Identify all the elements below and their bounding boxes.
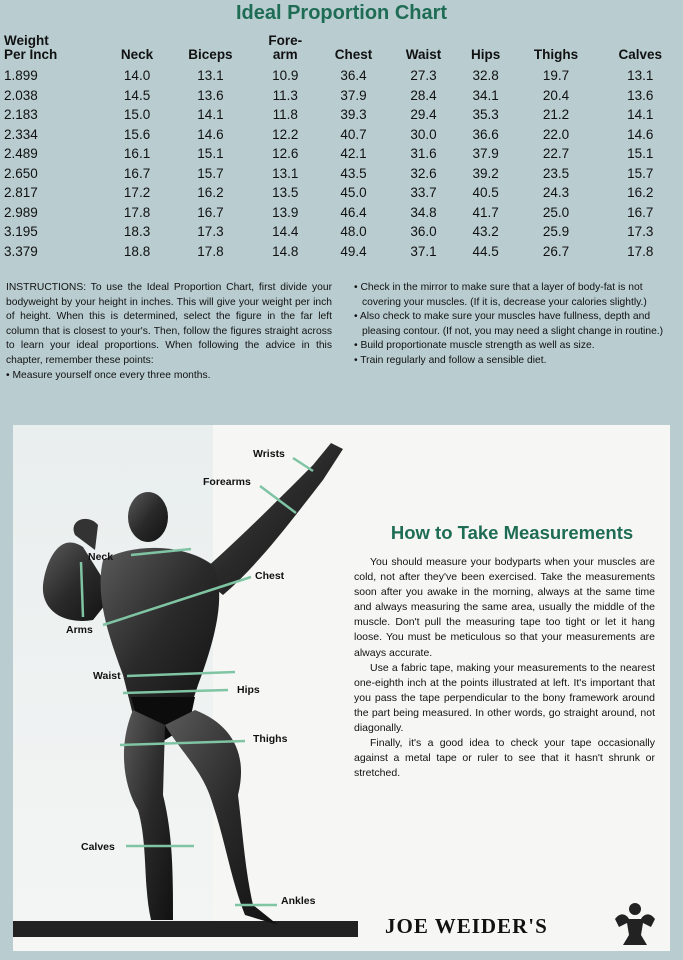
table-cell: 36.6 bbox=[472, 126, 499, 142]
table-cell: 39.3 bbox=[340, 107, 367, 123]
header-hips: Hips bbox=[470, 47, 501, 62]
table-cell: 14.1 bbox=[197, 107, 224, 123]
instruction-bullet: • Also check to make sure your muscles have fullness, depth and pleasing contour. (If not, you may need a slight change in routine.) bbox=[354, 311, 664, 337]
header-calves: Calves bbox=[618, 47, 662, 62]
header-biceps: Biceps bbox=[188, 47, 233, 62]
table-cell: 23.5 bbox=[542, 165, 570, 181]
instructions-paragraph: INSTRUCTIONS: To use the Ideal Proportion Chart, first divide your bodyweight by your height in inches. This will give your weight per inch of height. When this is determined, select the figure in the far left column that is closest to your's. Then, follow the figures straight across to learn your ideal proportions. When following the advice in this chapter, remember these points: bbox=[6, 282, 332, 366]
table-cell: 36.0 bbox=[410, 224, 437, 240]
table-cell: 35.3 bbox=[472, 107, 499, 123]
table-row bbox=[4, 66, 682, 86]
label-waist: Waist bbox=[93, 670, 121, 682]
table-cell: 18.3 bbox=[123, 224, 151, 240]
table-cell: 37.9 bbox=[472, 146, 499, 162]
table-cell: 3.195 bbox=[4, 224, 38, 240]
table-cell: 19.7 bbox=[542, 68, 570, 84]
table-cell: 17.2 bbox=[123, 185, 151, 201]
table-cell: 12.2 bbox=[272, 126, 299, 142]
table-cell: 14.6 bbox=[627, 126, 654, 142]
howto-body bbox=[354, 555, 655, 781]
label-chest: Chest bbox=[255, 570, 285, 582]
table-cell: 43.5 bbox=[340, 165, 367, 181]
table-cell: 16.2 bbox=[627, 185, 654, 201]
page-title: Ideal Proportion Chart bbox=[235, 2, 448, 24]
table-cell: 14.0 bbox=[123, 68, 151, 84]
table-row bbox=[4, 242, 682, 262]
table-row bbox=[4, 203, 682, 223]
table-cell: 16.2 bbox=[197, 185, 224, 201]
table-cell: 40.7 bbox=[340, 126, 367, 142]
table-cell: 34.1 bbox=[472, 87, 499, 103]
brand-name: JOE WEIDER'S bbox=[385, 914, 548, 938]
header-chest: Chest bbox=[334, 47, 373, 62]
table-body bbox=[4, 66, 682, 261]
table-cell: 41.7 bbox=[472, 204, 499, 220]
table-cell: 44.5 bbox=[472, 243, 499, 259]
table-cell: 17.8 bbox=[123, 204, 151, 220]
table-cell: 14.4 bbox=[272, 224, 299, 240]
table-cell: 13.6 bbox=[627, 87, 654, 103]
table-cell: 30.0 bbox=[410, 126, 437, 142]
label-arms: Arms bbox=[66, 624, 93, 636]
instruction-bullet: • Build proportionate muscle strength as well as size. bbox=[354, 340, 595, 352]
header-weight-per-inch: Weight Per Inch bbox=[4, 33, 58, 62]
table-cell: 32.6 bbox=[410, 165, 437, 181]
label-hips: Hips bbox=[237, 684, 260, 696]
table-cell: 2.334 bbox=[4, 126, 38, 142]
table-cell: 16.7 bbox=[123, 165, 151, 181]
label-neck: Neck bbox=[88, 551, 114, 563]
table-cell: 42.1 bbox=[340, 146, 367, 162]
table-cell: 14.1 bbox=[627, 107, 654, 123]
table-cell: 15.6 bbox=[123, 126, 151, 142]
table-cell: 12.6 bbox=[272, 146, 299, 162]
header-neck: Neck bbox=[120, 47, 154, 62]
table-row bbox=[4, 144, 682, 164]
label-thighs: Thighs bbox=[253, 733, 288, 745]
instruction-bullet: • Train regularly and follow a sensible diet. bbox=[354, 354, 547, 366]
table-cell: 48.0 bbox=[340, 224, 367, 240]
label-forearms: Forearms bbox=[203, 476, 251, 488]
howto-title: How to Take Measurements bbox=[390, 522, 634, 543]
table-cell: 43.2 bbox=[472, 224, 499, 240]
head bbox=[128, 492, 168, 542]
table-cell: 40.5 bbox=[472, 185, 499, 201]
table-cell: 2.489 bbox=[4, 146, 38, 162]
table-cell: 29.4 bbox=[410, 107, 437, 123]
table-cell: 11.8 bbox=[272, 107, 298, 123]
table-row bbox=[4, 105, 682, 125]
table-header-row bbox=[4, 34, 682, 66]
table-cell: 1.899 bbox=[4, 68, 38, 84]
table-row bbox=[4, 183, 682, 203]
table-cell: 13.9 bbox=[272, 204, 299, 220]
table-cell: 21.2 bbox=[542, 107, 570, 123]
table-cell: 49.4 bbox=[340, 243, 367, 259]
table-cell: 3.379 bbox=[4, 243, 38, 259]
howto-paragraph: You should measure your bodyparts when your muscles are cold, not after they've been exercised. Take the measurements soon after you awake in the morning, always at the same time and always measuring the same area, usually the middle of the muscle. Don't pull the measuring tape too tight or let it hang loose. You must be meticulous so that your measurements are always accurate. bbox=[354, 556, 655, 659]
table-cell: 2.650 bbox=[4, 165, 38, 181]
table-row bbox=[4, 164, 682, 184]
table-cell: 32.8 bbox=[472, 68, 499, 84]
table-cell: 25.0 bbox=[542, 204, 570, 220]
table-cell: 27.3 bbox=[410, 68, 437, 84]
table-cell: 17.3 bbox=[197, 224, 224, 240]
table-cell: 2.038 bbox=[4, 87, 38, 103]
header-thighs: Thighs bbox=[533, 47, 579, 62]
table-cell: 13.1 bbox=[627, 68, 654, 84]
table-cell: 45.0 bbox=[340, 185, 367, 201]
bodybuilder-figure bbox=[13, 425, 373, 951]
table-cell: 17.8 bbox=[197, 243, 224, 259]
instruction-bullet: • Check in the mirror to make sure that a layer of body-fat is not covering your muscles. (If it is, decrease your calories slightly.) bbox=[354, 282, 647, 308]
table-cell: 13.6 bbox=[197, 87, 224, 103]
table-cell: 14.5 bbox=[123, 87, 151, 103]
table-cell: 46.4 bbox=[340, 204, 367, 220]
table-cell: 37.9 bbox=[340, 87, 367, 103]
label-wrists: Wrists bbox=[253, 448, 285, 460]
table-cell: 16.7 bbox=[627, 204, 654, 220]
table-cell: 17.8 bbox=[627, 243, 654, 259]
measurement-panel bbox=[13, 425, 670, 951]
table-row bbox=[4, 222, 682, 242]
table-cell: 22.7 bbox=[542, 146, 570, 162]
instruction-bullet: • Measure yourself once every three months. bbox=[6, 369, 211, 381]
table-cell: 22.0 bbox=[542, 126, 570, 142]
table-cell: 11.3 bbox=[272, 87, 298, 103]
table-cell: 25.9 bbox=[542, 224, 570, 240]
instructions-left bbox=[6, 281, 332, 383]
table-cell: 16.1 bbox=[123, 146, 151, 162]
instructions-right bbox=[354, 281, 680, 369]
table-cell: 10.9 bbox=[272, 68, 299, 84]
table-cell: 39.2 bbox=[472, 165, 499, 181]
floor-shadow bbox=[13, 921, 358, 937]
left-leg bbox=[124, 710, 173, 920]
table-cell: 15.7 bbox=[197, 165, 224, 181]
table-row bbox=[4, 86, 682, 106]
table-cell: 2.989 bbox=[4, 204, 38, 220]
table-cell: 34.8 bbox=[410, 204, 437, 220]
table-cell: 28.4 bbox=[410, 87, 437, 103]
table-cell: 18.8 bbox=[123, 243, 151, 259]
table-cell: 14.6 bbox=[197, 126, 224, 142]
table-cell: 37.1 bbox=[410, 243, 437, 259]
table-cell: 36.4 bbox=[340, 68, 367, 84]
table-cell: 13.1 bbox=[197, 68, 224, 84]
table-cell: 14.8 bbox=[272, 243, 299, 259]
table-cell: 24.3 bbox=[542, 185, 570, 201]
table-cell: 16.7 bbox=[197, 204, 224, 220]
label-ankles: Ankles bbox=[281, 895, 316, 907]
table-cell: 15.1 bbox=[627, 146, 654, 162]
table-cell: 15.7 bbox=[627, 165, 654, 181]
table-cell: 2.183 bbox=[4, 107, 38, 123]
table-cell: 20.4 bbox=[542, 87, 570, 103]
table-cell: 33.7 bbox=[410, 185, 437, 201]
table-cell: 17.3 bbox=[627, 224, 654, 240]
proportion-table bbox=[4, 34, 682, 261]
header-forearm: Fore- arm bbox=[268, 33, 303, 62]
label-calves: Calves bbox=[81, 841, 115, 853]
howto-paragraph: Use a fabric tape, making your measurements to the nearest one-eighth inch at the points illustrated at left. It's important that you pass the tape perpendicular to the bony framework around the part being measured. In other words, go straight around, not diagonally. bbox=[354, 661, 655, 735]
table-cell: 13.1 bbox=[272, 165, 299, 181]
table-cell: 15.1 bbox=[197, 146, 224, 162]
header-waist: Waist bbox=[405, 47, 442, 62]
table-cell: 15.0 bbox=[123, 107, 151, 123]
table-cell: 2.817 bbox=[4, 185, 38, 201]
howto-paragraph: Finally, it's a good idea to check your tape occasionally against a metal tape or ruler to see that it hasn't shrunk or stretched. bbox=[354, 737, 655, 780]
weider-logo-icon bbox=[611, 901, 659, 947]
table-cell: 13.5 bbox=[272, 185, 299, 201]
table-cell: 31.6 bbox=[410, 146, 437, 162]
table-cell: 26.7 bbox=[542, 243, 570, 259]
table-row bbox=[4, 125, 682, 145]
